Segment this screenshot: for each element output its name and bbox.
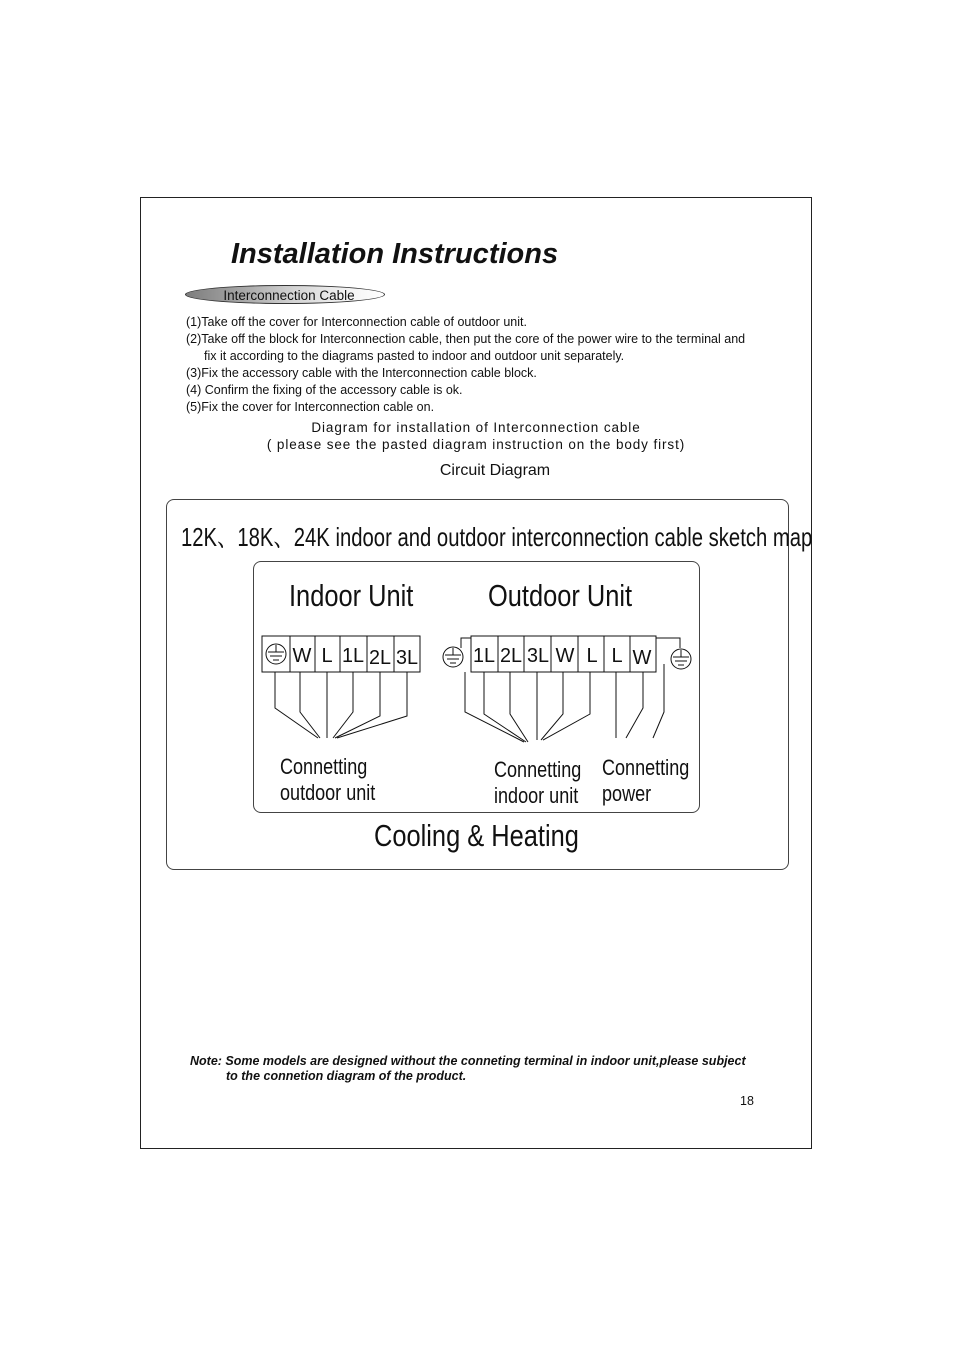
outdoor-power-terminal-w: W [632,647,652,669]
label-connecting-indoor-line2: indoor unit [494,783,579,808]
indoor-wire-3l [337,672,407,738]
page-title: Installation Instructions [231,238,559,270]
indoor-wire-2l [335,672,380,738]
outdoor-terminal-3l: 3L [527,645,549,667]
outdoor-unit-heading: Outdoor Unit [488,578,633,613]
earth-ground-icon [671,649,691,669]
mode-label: Cooling & Heating [374,818,579,853]
label-connecting-indoor [494,757,581,809]
indoor-terminal-l: L [321,645,333,667]
step-3: (3)Fix the accessory cable with the Interconnection cable block. [186,366,537,380]
indoor-wire-ground [275,672,318,738]
step-4: (4) Confirm the fixing of the accessory cable is ok. [186,383,463,397]
step-1: (1)Take off the cover for Interconnection cable of outdoor unit. [186,315,527,329]
indoor-terminal-w: W [292,645,312,667]
label-connecting-power-line2: power [602,781,652,806]
outdoor-terminal-1l: 1L [473,645,495,667]
indoor-terminal-2l: 2L [369,647,391,669]
indoor-unit-heading: Indoor Unit [289,578,414,613]
outdoor-power-terminal-l: L [611,645,623,667]
earth-ground-icon [266,644,286,664]
label-connecting-indoor-line1: Connetting [494,757,582,782]
sketch-map-title: 12K、18K、24K indoor and outdoor interconnection cable sketch map [181,522,813,552]
circuit-diagram-label: Circuit Diagram [439,462,551,479]
earth-ground-icon [443,647,463,667]
label-connecting-power-line1: Connetting [602,755,690,780]
label-connecting-outdoor [280,754,375,806]
footnote-line2: to the connetion diagram of the product. [226,1068,467,1083]
footnote-line1: Note: Some models are designed without the conneting terminal in indoor unit,please subject [190,1054,746,1068]
outdoor-wire-1l [484,672,526,742]
diagram-caption-line1: Diagram for installation of Interconnection cable [311,420,641,435]
diagram-caption-line2: ( please see the pasted diagram instruction on the body first) [266,437,686,452]
indoor-terminal-1l: 1L [342,645,364,667]
section-label: Interconnection Cable [185,285,385,304]
label-connecting-outdoor-line1: Connetting [280,754,368,779]
power-wire-w [626,672,643,738]
footnote [190,1054,790,1083]
step-2: (2)Take off the block for Interconnection cable, then put the core of the power wire to the terminal and [186,332,746,346]
outdoor-wire-w [541,672,563,740]
step-2-continued: fix it according to the diagrams pasted to indoor and outdoor unit separately. [204,349,625,363]
outdoor-terminal-w: W [555,645,575,667]
outdoor-terminal-l: L [586,645,598,667]
step-5: (5)Fix the cover for Interconnection cable on. [186,400,435,414]
outdoor-wire-ground [465,672,524,742]
page-number: 18 [740,1094,754,1108]
outdoor-wire-2l [510,672,528,742]
indoor-wire-1l [333,672,353,738]
outdoor-terminal-2l: 2L [500,645,522,667]
indoor-terminal-3l: 3L [396,647,418,669]
label-connecting-outdoor-line2: outdoor unit [280,780,376,805]
label-connecting-power [602,755,689,807]
power-wire-ground [653,664,664,738]
